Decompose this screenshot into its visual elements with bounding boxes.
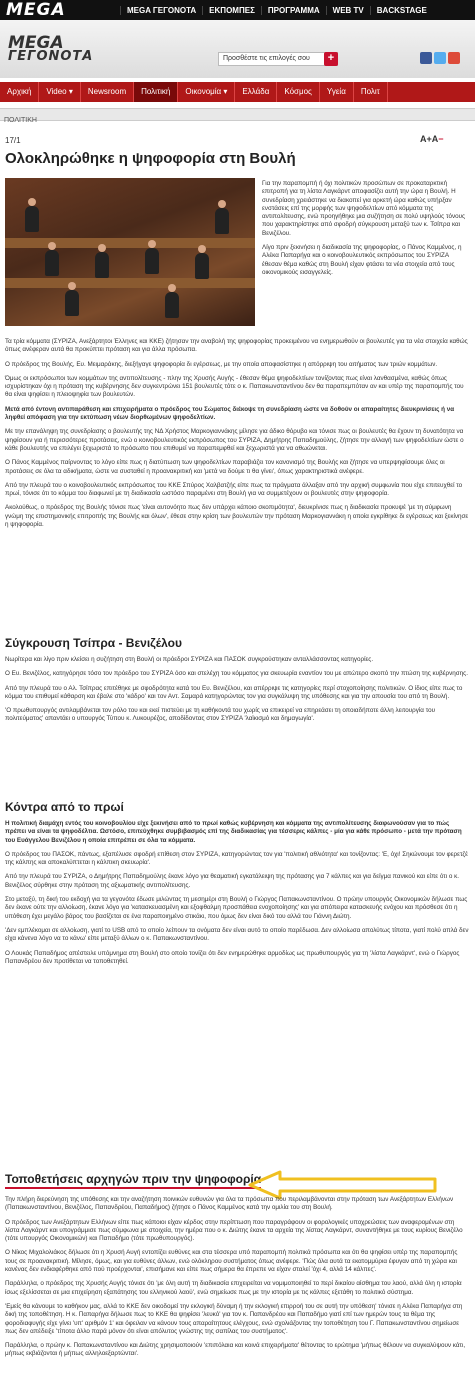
top-nav-item-backstage[interactable]: BACKSTAGE [370, 6, 433, 15]
photo-head [28, 198, 36, 206]
top-nav-item-program[interactable]: ΠΡΟΓΡΑΜΜΑ [261, 6, 326, 15]
photo-head [148, 240, 156, 248]
lead-paragraph: Λίγο πριν ξεκινήσει η διαδικασία της ψηφοφορίας, ο Πάνος Καμμένος, η Αλέκα Παπαρήγα και ο κοινοβουλευτικός εκπρόσωπος του ΣΥΡΙΖΑ έθεσαν θέμα καθώς στη Βουλή είχαν φτάσει τα νέα στοιχεία από τους οικονομικούς εισαγγελείς. [262, 244, 462, 276]
nav-world[interactable]: Κόσμος [277, 82, 320, 102]
article-date: 17/1 [5, 136, 21, 145]
body-paragraph: Η πολιτική διαμάχη εντός του κοινοβουλίου είχε ξεκινήσει από το πρωί καθώς κυβέρνηση και κόμματα της αντιπολίτευσης διαφωνούσαν για το πώς πρέπει να είναι τα ψηφοδέλτια. Ωστόσο, επιτεύχθηκε συμβιβασμός επί της διαδικασίας για τέσσερις κάλπες - μία για κάθε πρόσωπο - μετά την πρόταση του Ευάγγελου Βενιζέλου η οποία επιτρέπει σε όλα τα κόμματα. [5, 820, 462, 844]
photo-head [98, 244, 106, 252]
article-body-4 [5, 1196, 470, 1365]
nav-home[interactable]: Αρχική [0, 82, 39, 102]
body-paragraph: Ο Λουκάς Παπαδήμος απέστειλε υπόμνημα στη Βουλή στο οποίο τονίζει ότι δεν ενημερώθηκε αρμοδίως ως πρωθυπουργός για τη 'λίστα Λαγκάρντ', ενώ ο Γιώργος Παπανδρέου δεν προτίθεται να τοποθετηθεί. [5, 949, 460, 965]
plus-icon: + [324, 52, 338, 66]
body-paragraph: Ο πρόεδρος των Ανεξάρτητων Ελλήνων είπε πως κάποιοι είχαν κέρδος στην περίπτωση που παραγράφουν οι φορολογικές υποχρεώσεις των αναφερομένων στη λίστα Λαγκάρντ και υπογράμμισε πως σύμφωνα με στοιχεία, την ημέρα που ο κ. Διώτης έκανε τα αρχεία της λίστας Λαγκάρντ, συναντήθηκε με τους κυρίους Βενιζέλο (τότε υπουργός Οικονομικών) και Παπαδήμο (τότε πρωθυπουργός). [5, 1218, 463, 1243]
photo-head [68, 282, 76, 290]
mega-logo[interactable]: MEGA [6, 0, 66, 20]
main-nav [0, 82, 475, 102]
section-breadcrumb [0, 108, 475, 124]
article-lead [262, 180, 470, 283]
article-photo [5, 178, 255, 326]
body-paragraph: Με την επανάληψη της συνεδρίασης ο βουλευτής της ΝΔ Χρήστος Μαρκογιαννάκης μίλησε για άδικο θόρυβο και τόνισε πως οι βουλευτές θα έχουν τη δυνατότητα να ψηφίσουν για ή περισσότερες προτάσεις, ενώ ο κοινοβουλευτικός εκπρόσωπος του ΣΥΡΙΖΑ, Δημήτρης Παπαδημούλης, ζήτησε την αλλαγή των ψηφοδελτίων ώστε ο κάθε βουλευτής να επιλέγει ξεχωριστά το πρόσωπο που επιθυμεί να παραπεμφθεί και ξεχωριστά για να αθωώνεται. [5, 428, 464, 452]
body-paragraph: Από την πλευρά του ο κοινοβουλευτικός εκπρόσωπος του ΚΚΕ Σπύρος Χαλβατζής είπε πως τα πράγματα άλλαξαν από την αρχική συμφωνία που είχε επιτευχθεί το πρωί, τόνισε ότι το κόμμα του διαφωνεί με τη διαδικασία ωστόσο παραμένει στη Βουλή για να συμμετέχουν οι βουλευτές στην ψηφοφορία. [5, 481, 463, 498]
photo-person [145, 248, 159, 274]
top-nav-item-news[interactable]: MEGA ΓΕΓΟΝΟΤΑ [120, 6, 202, 15]
photo-head [218, 200, 226, 208]
body-paragraph: Ο Νίκος Μιχαλολιάκος δήλωσε ότι η Χρυσή Αυγή εντοπίζει ευθύνες και στα τέσσερα υπό παραπομπή πολιτικά πρόσωπα και ότι θα ψηφίσει υπέρ της παραπομπής τους σε προανακριτική. Μίλησε, όμως, και για ευθύνες άλλων, ενώ ολόκληρου συστήματος όπως ανέφερε. 'Πώς όλα αυτά τα εκατομμύρια έφυγαν από τη χώρα και κανένας δεν ενδιαφέρθηκε από πού προέρχονται', επισήμανε και είπε πως σήμερα θα έπρεπε να είχαν σταλεί 'όχι 4, αλλά 14 κάλπες'. [5, 1249, 458, 1274]
font-size-controls[interactable] [420, 134, 444, 144]
photo-person [195, 253, 209, 279]
body-paragraph: Μετά από έντονη αντιπαράθεση και επιχειρήματα ο πρόεδρος του Σώματος διέκοψε τη συνεδρίαση ώστε να δοθούν οι απαραίτητες διευκρινίσεις ή να ληφθεί απόφαση για την εκτύπωση νέων διορθωμένων ψηφοδελτίων. [5, 405, 455, 422]
nav-health[interactable]: Υγεία [320, 82, 354, 102]
section-label[interactable]: ΠΟΛΙΤΙΚΗ [4, 117, 37, 124]
nav-video[interactable]: Video ▾ [39, 82, 81, 102]
desk-row [5, 238, 255, 248]
mega-gegonota-logo[interactable] [8, 33, 94, 64]
photo-person [215, 208, 229, 234]
body-paragraph: Την πλήρη διερεύνηση της υπόθεσης και την αναζήτηση ποινικών ευθυνών για όλα τα πρόσωπα που περιλαμβάνονται στην πρόταση των Ανεξάρτητων Ελλήνων (Παπακωνσταντίνου, Βενιζέλος, Παπανδρέου, Παπαδήμος) ζήτησε ο Πάνος Καμμένος κατά την ομιλία του στη Βουλή. [5, 1196, 454, 1212]
font-minus-icon[interactable]: − [438, 134, 444, 144]
photo-person [95, 252, 109, 278]
body-paragraph: Παράλληλα, ο πρώην κ. Παπακωνσταντίνου και Διώτης χρησιμοποιούν 'επιπόλαια και κοινά επιχειρήματα' θέτοντας το ερώτημα 'μήπως θέλουν να συγκαλύψουν κάτι, μήπως εκβιάζονται ή μήπως αλληλοεξαρτώνται'. [5, 1342, 466, 1358]
body-paragraph: Όμως οι εκπρόσωποι των κομμάτων της αντιπολίτευσης - πλην της Χρυσής Αυγής - έθεσαν θέμα ψηφοδελτίων τονίζοντας πως είναι λανθασμένα, καθώς όπως ισχυρίστηκαν όχι η πρόταση της κυβέρνησης δεν συγκεντρώνει 151 βουλευτές τότε ο κ. Παπακωνσταντίνου δεν θα παραπεμπόταν αν και υπέρ της παραπομπής του θα είναι ψηφίσει η πλειοψηφία των βουλευτών. [5, 374, 464, 399]
body-paragraph: Στο μεταξύ, τη δική του εκδοχή για τα γεγονότα έδωσε μιλώντας τη μεσημέρι στη Βουλή ο Γιώργος Παπακωνσταντίνου. Ο πρώην υπουργός Οικονομικών δήλωσε πως δεν έκανε ούτε την αλλοίωση, έκανε λόγο για 'κατασκευασμένη και εξοφθαλμη προσπάθεια ενοχοποίησης' και για απόπειρα κατασκευής ενόχου και πρόσθεσε ότι η υπόθεση έχει μεγάλο βάρος του βασίζεται σε ένα παραποιημένο στικάκι, που όμως δεν είναι δικό του αλλά του Γιάννη Διώτη. [5, 896, 468, 920]
body-paragraph: 'Εμείς θα κάνουμε το καθήκον μας, αλλά το ΚΚΕ δεν οικοδομεί την εκλογική δύναμη ή την εκλογική επιρροή του σε αυτή την υπόθεση' τόνισε η Αλέκα Παπαρήγα στη δική της τοποθέτηση. Η κ. Παπαρήγα δήλωσε πως το ΚΚΕ θα ψηφίσει 'λευκό' για τον κ. Παπανδρέου και Παπαδήμο γιατί επί των ημερών τους τα θέμα της φοροδιαφυγής είχε γίνει 'υπ' αριθμόν 1' και όφειλαν να κάνουν τους απαραίτητους ελέγχους, ενώ σχολιάζοντας την τοποθέτηση του Γ. Παπακωνσταντίνου σημείωσε πως δεν απέδειξε 'τίποτα άλλο παρά μόνον ότι είναι απόλυτος γνώστης της σαπίλας του συστήματος'. [5, 1302, 463, 1335]
add-preferences-button[interactable] [218, 52, 338, 66]
top-navbar [0, 0, 475, 20]
photo-head [198, 245, 206, 253]
article-body-3 [5, 820, 470, 972]
photo-head [168, 284, 176, 292]
nav-culture[interactable]: Πολιτ [354, 82, 388, 102]
photo-person [65, 290, 79, 316]
body-paragraph: Ο πρόεδρος της Βουλής, Ευ. Μειμαράκης, διεξήγαγε ψηφοφορία δι εγέρσεως, με την οποία αποφασίστηκε η απόρριψη του αιτήματος των τριών κομμάτων. [5, 360, 438, 368]
photo-head [48, 242, 56, 250]
add-preferences-label: Προσθέστε τις επιλογές σου [223, 55, 310, 62]
subheading-morning-clash: Κόντρα από το πρωί [5, 800, 124, 814]
top-nav [120, 6, 475, 15]
desk-row [5, 278, 255, 288]
font-size-label: A+A [420, 134, 439, 144]
body-paragraph: 'Δεν εμπλέκομαι σε αλλοίωση, γιατί το USB από το οποίο λείπουν τα ονόματα δεν είναι αυτό το οποίο παρέδωσα. Δεν αλλοίωσα απολύτως τίποτα, γιατί πολύ απλά δεν είχα κάνενα λόγο να το κάνω' είπε μεταξύ άλλων ο κ. Παπακωνσταντίνου. [5, 926, 469, 943]
body-paragraph: Παράλληλα, ο πρόεδρος της Χρυσής Αυγής τόνισε ότι 'με όλη αυτή τη διαδικασία επιχειρείται να νομιμοποιηθεί το περί δικαίου αίσθημα του λαού, αλλά όλη η ιστορία ίσως εξελίσσεται σε μια επιχείρηση εξαπάτησης του ελληνικού λαού', ενώ σημείωσε πως με την ιστορία με τις κάλπες εξετάθη το πολιτικό σύστημα. [5, 1280, 462, 1296]
body-paragraph: Νωρίτερα και λίγο πριν κλείσει η συζήτηση στη Βουλή οι πρόεδροι ΣΥΡΙΖΑ και ΠΑΣΟΚ συγκρούστηκαν ανταλλάσσοντας κατηγορίες. [5, 656, 374, 663]
body-paragraph: Ο Πάνος Καμμένος παίρνοντας το λόγο είπε πως η διατύπωση των ψηφοδελτίων παραβιάζει τον κανονισμό της Βουλής και ζήτησε να υπερψηφίσουμε όλες οι προτάσεις σε όλα τα αδικήματα, ώστε να συσταθεί η προανακριτική και 'μετά να δούμε τι θα γίνει', όπως χαρακτηριστικά ανέφερε. [5, 459, 445, 475]
logo-line1: MEGA [8, 33, 64, 53]
nav-greece[interactable]: Ελλάδα [235, 82, 277, 102]
body-paragraph: Από την πλευρά του ΣΥΡΙΖΑ, ο Δημήτρης Παπαδημούλης έκανε λόγο για θεαματική εγκατάλειψη της πρότασης για 7 κάλπες και για δείγμα πανικού και είπε ότι ο κ. Βενιζέλος σύρθηκε στην πρόταση της αξιωματικής αντιπολίτευσης. [5, 873, 460, 889]
article-title: Ολοκληρώθηκε η ψηφοφορία στη Βουλή [5, 150, 296, 167]
body-paragraph: Ακολούθως, ο πρόεδρος της Βουλής τόνισε πως 'είναι αυτονόητο πως δεν υπάρχει κάποιο σκοπιμότητα', διευκρίνισε πως η διαδικασία προκυψέ 'με τη σύμφωνη γνώμη της επιστημονικής επιτροπής της Βουλής και όλων', έθεσε στην κρίση των βουλευτών την πρόταση Μαρκογιαννάκη η οποία εγκρίθηκε δι εγέρσεως και ξεκίνησε η ψηφοφορία. [5, 504, 469, 529]
body-paragraph: Ο πρόεδρος του ΠΑΣΟΚ, πάντως, εξαπέλυσε σφοδρή επίθεση στον ΣΥΡΙΖΑ, κατηγορώντας τον για 'πολιτική αθλιότητα' και τονίζοντας: 'Ε, όχι! Σηκώνουμε τον φερετζέ της κάλπης και αποκαλύπτεται η κάλπικη σκευωρία'. [5, 850, 468, 867]
body-paragraph: 'Ο πρωθυπουργός αντιλαμβάνεται τον ρόλο του και εκεί πιστεύει με τη καθήκοντά του χωρίς να επικειρεί να επηρεάσει τη οποιαδήποτε άλλη λειτουργία του πολιτεύματος' απαντάει ο υπουργός Τύπου κ. Λυκουρέζος, αποδίδοντας στον ΣΥΡΙΖΑ 'λαϊκισμό και δημαγωγία'. [5, 707, 436, 723]
photo-person [45, 250, 59, 276]
googleplus-icon[interactable] [448, 52, 460, 64]
facebook-icon[interactable] [420, 52, 432, 64]
twitter-icon[interactable] [434, 52, 446, 64]
subheading-tsipras-venizelos: Σύγκρουση Τσίπρα - Βενιζέλου [5, 636, 182, 650]
logo-line2: ΓΕΓΟΝΟΤΑ [8, 49, 94, 64]
top-nav-item-webtv[interactable]: WEB TV [326, 6, 370, 15]
nav-newsroom[interactable]: Newsroom [81, 82, 134, 102]
photo-person [165, 292, 179, 318]
body-paragraph: Ο Ευ. Βενιζέλος, κατηγόρησε τόσο τον πρόεδρο του ΣΥΡΙΖΑ όσο και στελέχη του κόμματος για σκευωρία εναντίον του με απώτερο σκοπό την πτώση της κυβέρνησης. [5, 670, 468, 678]
photo-person [25, 206, 39, 232]
lead-paragraph: Για την παραπομπή ή όχι πολιτικών προσώπων σε προκαταρκτική επιτροπή για τη λίστα Λαγκάρντ αποφασίζει αυτή την ώρα η Βουλή. Η συνεδρίαση χρειάστηκε να διακοπεί για αρκετή ώρα καθώς υπήρξαν ενστάσεις επί της μορφής των ψηφοδελτίων από κόμματα της αντιπολίτευσης, ενώ προηγήθηκε μια συζήτηση σε πολύ υψηλούς τόνους που χαρακτηρίστηκε από σφοδρή σύγκρουση μεταξύ των κ. Τσίπρα και Βενιζέλου. [262, 180, 466, 237]
body-paragraph: Από την πλευρά του ο Αλ. Τσίπρας επιτέθηκε με σφοδρότητα κατά του Ευ. Βενιζέλου, και απέρριψε τις κατηγορίες περί στοχοποίησης πολιτικών. Ο ίδιος είπε πως το κόμμα του επιθυμεί κάθαρση και έβαλε στο 'κάδρο' και τον Αντ. Σαμαρά κατηγορώντας τον για συγκάλυψη της υπόθεσης και για την απουσία του από τη Βουλή. [5, 684, 463, 700]
article-body-1 [5, 338, 470, 535]
article-body-2 [5, 656, 470, 730]
nav-politics[interactable]: Πολιτική [134, 82, 178, 102]
top-nav-item-shows[interactable]: ΕΚΠΟΜΠΕΣ [202, 6, 261, 15]
nav-economy[interactable]: Οικονομία ▾ [178, 82, 235, 102]
subheading-leaders-statements: Τοποθετήσεις αρχηγών πριν την ψηφοφορία [5, 1172, 261, 1189]
site-header [0, 20, 475, 78]
body-paragraph: Τα τρία κόμματα (ΣΥΡΙΖΑ, Ανεξάρτητοι Έλληνες και ΚΚΕ) ζήτησαν την αναβολή της ψηφοφορίας προκειμένου να ενημερωθούν οι βουλευτές για τα νέα στοιχεία καθώς όπως ανέφεραν αυτά θα προκύπτει πρόταση και για άλλα πρόσωπα. [5, 338, 468, 354]
social-links [420, 52, 460, 64]
